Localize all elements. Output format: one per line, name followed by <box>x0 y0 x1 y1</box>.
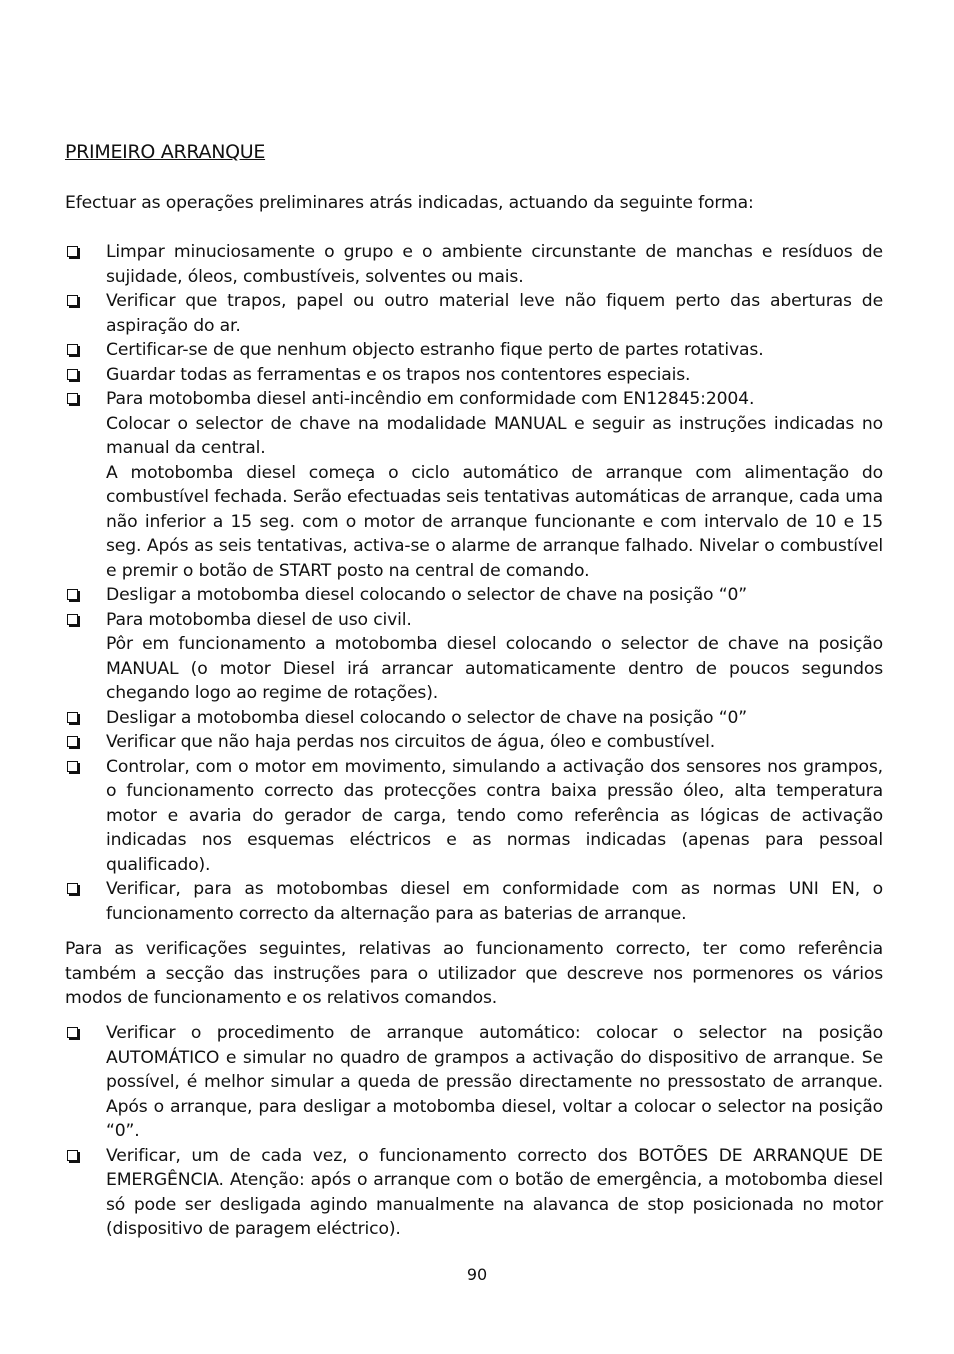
checkbox-square-icon <box>67 393 78 404</box>
list-item-text: Guardar todas as ferramentas e os trapos nos contentores especiais. <box>106 364 691 385</box>
list-item <box>65 730 883 755</box>
list-item <box>65 608 883 706</box>
list-item <box>65 338 883 363</box>
list-item-text: Verificar o procedimento de arranque automático: colocar o selector na posição AUTOMÁTICO e simular no quadro de grampos a activação do dispositivo de arranque. Se possível, é melhor simular a queda de pressão directamente no pressostato de arranque. Após o arranque, para desligar a motobomba diesel, voltar a colocar o selector na posição “0”. <box>106 1023 883 1141</box>
list-item-text: Para motobomba diesel anti-incêndio em conformidade com EN12845:2004. <box>106 389 755 409</box>
checkbox-square-icon <box>67 736 78 747</box>
list-item-text: Verificar que não haja perdas nos circuitos de água, óleo e combustível. <box>106 732 716 752</box>
list-item-text: Verificar, um de cada vez, o funcionamento correcto dos BOTÕES DE ARRANQUE DE EMERGÊNCIA. Atenção: após o arranque com o botão de emergência, a motobomba diesel só pode ser desligada agindo manualmente na alavanca de stop posicionada no motor (dispositivo de paragem eléctrico). <box>106 1145 883 1239</box>
list-item-text: Controlar, com o motor em movimento, simulando a activação dos sensores nos grampos, o funcionamento correcto das protecções contra baixa pressão óleo, alta temperatura motor e avaria do gerador de carga, tendo como referência as lógicas de activação indicadas nos esquemas eléctricos e as normas indicadas (apenas para pessoal qualificado). <box>106 756 883 875</box>
list-item <box>65 1144 883 1242</box>
page-number: 90 <box>466 1265 488 1284</box>
page-title: PRIMEIRO ARRANQUE <box>65 141 266 163</box>
checklist-preliminary <box>65 240 883 926</box>
checkbox-square-icon <box>67 295 78 306</box>
list-item-text: Pôr em funcionamento a motobomba diesel colocando o selector de chave na posição MANUAL (o motor Diesel irá arrancar automaticamente dentro de poucos segundos chegando logo ao regime de rotações). <box>106 634 883 703</box>
checklist-verification <box>65 1021 883 1242</box>
list-item-text: Verificar, para as motobombas diesel em conformidade com as normas UNI EN, o funcionamento correcto da alternação para as baterias de arranque. <box>106 879 883 924</box>
checkbox-square-icon <box>67 614 78 625</box>
list-item <box>65 877 883 926</box>
list-item-text: Colocar o selector de chave na modalidade MANUAL e seguir as instruções indicadas no manual da central. <box>106 413 883 458</box>
list-item-text: A motobomba diesel começa o ciclo automático de arranque com alimentação do combustível fechada. Serão efectuadas seis tentativas automáticas de arranque, cada uma não inferior a 15 seg. com o motor de arranque funcionante e com intervalo de 10 e 15 seg. Após as seis tentativas, activa-se o alarme de arranque falhado. Nivelar o combustível e premir o botão de START posto na central de comando. <box>106 462 883 581</box>
checkbox-square-icon <box>67 712 78 723</box>
checkbox-square-icon <box>67 1150 78 1161</box>
list-item <box>65 706 883 731</box>
list-item <box>65 240 883 289</box>
checkbox-square-icon <box>67 369 78 380</box>
list-item <box>65 1021 883 1144</box>
list-item-text: Desligar a motobomba diesel colocando o selector de chave na posição “0” <box>106 585 747 605</box>
list-item-text: Verificar que trapos, papel ou outro material leve não fiquem perto das aberturas de aspiração do ar. <box>106 291 883 336</box>
checkbox-square-icon <box>67 1027 78 1038</box>
verification-paragraph: Para as verificações seguintes, relativas ao funcionamento correcto, ter como referência também a secção das instruções para o utilizador que descreve nos pormenores os vários modos de funcionamento e os relativos comandos. <box>65 939 883 1008</box>
checkbox-square-icon <box>67 761 78 772</box>
intro-paragraph: Efectuar as operações preliminares atrás indicadas, actuando da seguinte forma: <box>65 193 754 213</box>
list-item-text: Limpar minuciosamente o grupo e o ambiente circunstante de manchas e resíduos de sujidade, óleos, combustíveis, solventes ou mais. <box>106 242 883 287</box>
list-item <box>65 583 883 608</box>
list-item <box>65 755 883 878</box>
list-item <box>65 289 883 338</box>
list-item-text: Para motobomba diesel de uso civil. <box>106 609 412 630</box>
checkbox-square-icon <box>67 246 78 257</box>
list-item-text: Certificar-se de que nenhum objecto estranho fique perto de partes rotativas. <box>106 340 764 360</box>
list-item-text: Desligar a motobomba diesel colocando o selector de chave na posição “0” <box>106 707 747 728</box>
checkbox-square-icon <box>67 883 78 894</box>
checkbox-square-icon <box>67 589 78 600</box>
list-item <box>65 387 883 583</box>
list-item <box>65 363 883 388</box>
checkbox-square-icon <box>67 344 78 355</box>
